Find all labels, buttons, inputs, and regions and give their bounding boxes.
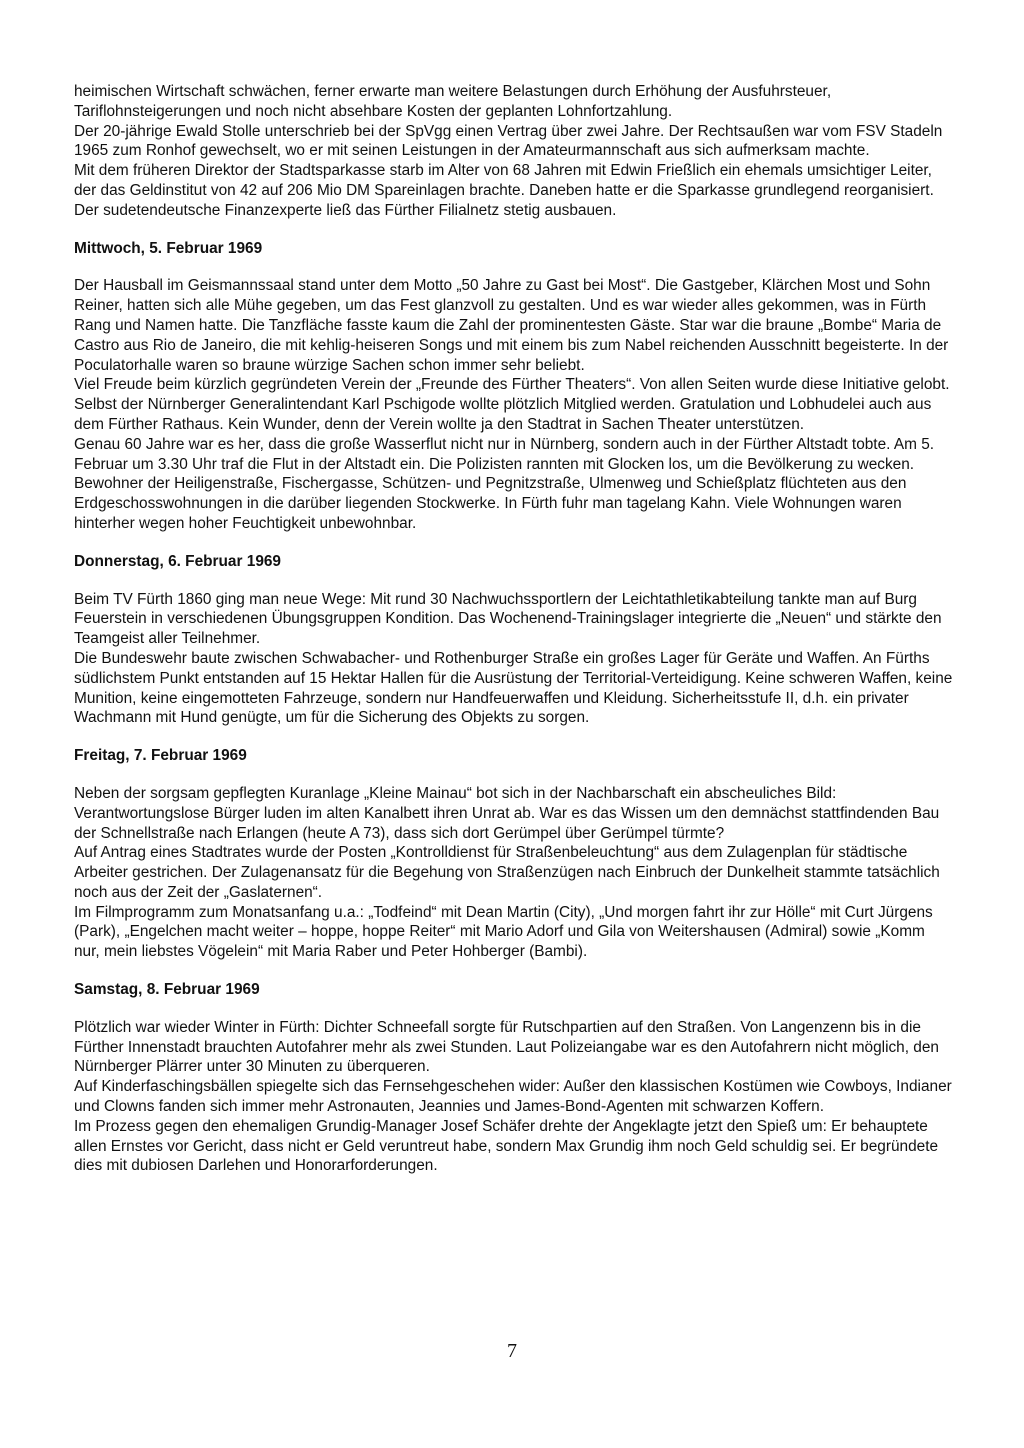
intro-block <box>74 82 954 221</box>
date-heading: Freitag, 7. Februar 1969 <box>74 747 247 765</box>
day-section-thursday <box>74 552 954 728</box>
paragraph: Viel Freude beim kürzlich gegründeten Verein der „Freunde des Fürther Theaters“. Von allen Seiten wurde diese Initiative gelobt. Selbst der Nürnberger Generalintendant Karl Pschigode wollte plötzlich Mitglied werden. Gratulation und Lobhudelei auch aus dem Fürther Rathaus. Kein Wunder, denn der Verein wollte ja den Stadtrat in Sachen Theater unterstützen. <box>74 376 950 433</box>
date-heading: Samstag, 8. Februar 1969 <box>74 981 260 999</box>
paragraph: Beim TV Fürth 1860 ging man neue Wege: Mit rund 30 Nachwuchssportlern der Leichtathletikabteilung tankte man auf Burg Feuerstein in verschiedenen Übungsgruppen Kondition. Das Wochenend-Trainingslager integrierte die „Neuen“ und stärkte den Teamgeist aller Teilnehmer. <box>74 590 942 648</box>
day-section-wednesday <box>74 239 954 534</box>
paragraph: Im Filmprogramm zum Monatsanfang u.a.: „Todfeind“ mit Dean Martin (City), „Und morgen fahrt ihr zur Hölle“ mit Curt Jürgens (Park), „Engelchen macht weiter – hoppe, hoppe Reiter“ mit Mario Adorf und Gila von Weitershausen (Admiral) sowie „Komm nur, mein liebstes Vögelein“ mit Maria Raber und Peter Hohberger (Bambi). <box>74 903 933 961</box>
date-heading: Mittwoch, 5. Februar 1969 <box>74 239 263 257</box>
paragraph: Im Prozess gegen den ehemaligen Grundig-Manager Josef Schäfer drehte der Angeklagte jetzt den Spieß um: Er behauptete allen Ernstes vor Gericht, dass nicht er Geld veruntreut habe, sondern Max Grundig ihm noch Geld schuldig sei. Er begründete dies mit dubiosen Darlehen und Honorarforderungen. <box>74 1117 939 1175</box>
paragraph: Auf Kinderfaschingsbällen spiegelte sich das Fernsehgeschehen wider: Außer den klassischen Kostümen wie Cowboys, Indianer und Clowns fanden sich immer mehr Astronauten, Jeannies und James-Bond-Agenten mit schwarzen Koffern. <box>74 1078 952 1116</box>
paragraph: Neben der sorgsam gepflegten Kuranlage „Kleine Mainau“ bot sich in der Nachbarschaft ein abscheuliches Bild: Verantwortungslose Bürger luden im alten Kanalbett ihren Unrat ab. War es das Wissen um den demnächst stattfindenden Bau der Schnellstraße nach Erlangen (heute A 73), dass sich dort Gerümpel über Gerümpel türmte? <box>74 784 940 842</box>
paragraph: Genau 60 Jahre war es her, dass die große Wasserflut nicht nur in Nürnberg, sondern auch in der Fürther Altstadt tobte. Am 5. Februar um 3.30 Uhr traf die Flut in der Altstadt ein. Die Polizisten rannten mit Glocken los, um die Bevölkerung zu wecken. Bewohner der Heiligenstraße, Fischergasse, Schützen- und Pegnitzstraße, Ulmenweg und Schießplatz flüchteten aus den Erdgeschosswohnungen in die darüber liegenden Stockwerke. In Fürth fuhr man tagelang Kahn. Viele Wohnungen waren hinterher wegen hoher Feuchtigkeit unbewohnbar. <box>74 435 935 532</box>
document-body <box>74 82 954 1176</box>
paragraph: Der 20-jährige Ewald Stolle unterschrieb bei der SpVgg einen Vertrag über zwei Jahre. Der Rechtsaußen war vom FSV Stadeln 1965 zum Ronhof gewechselt, wo er mit seinen Leistungen in der Amateurmannschaft aus sich aufmerksam machte. <box>74 122 943 160</box>
day-section-saturday <box>74 980 954 1176</box>
paragraph: Mit dem früheren Direktor der Stadtsparkasse starb im Alter von 68 Jahren mit Edwin Frießlich ein ehemals umsichtiger Leiter, der das Geldinstitut von 42 auf 206 Mio DM Spareinlagen brachte. Daneben hatte er die Sparkasse grundlegend reorganisiert. Der sudetendeutsche Finanzexperte ließ das Fürther Filialnetz stetig ausbauen. <box>74 162 934 219</box>
paragraph: Der Hausball im Geismannssaal stand unter dem Motto „50 Jahre zu Gast bei Most“. Die Gastgeber, Klärchen Most und Sohn Reiner, hatten sich alle Mühe gegeben, um das Fest glanzvoll zu gestalten. Und es war wieder alles gekommen, was in Fürth Rang und Namen hatte. Die Tanzfläche fasste kaum die Zahl der prominentesten Gäste. Star war die braune „Bombe“ Maria de Castro aus Rio de Janeiro, die mit kehlig-heiseren Songs und mit einem bis zum Nabel reichenden Ausschnitt begeisterte. In der Poculatorhalle waren so braune würzige Sachen schon immer sehr beliebt. <box>74 277 949 374</box>
page-number: 7 <box>507 1340 517 1362</box>
paragraph: heimischen Wirtschaft schwächen, ferner erwarte man weitere Belastungen durch Erhöhung der Ausfuhrsteuer, Tariflohnsteigerungen und noch nicht absehbare Kosten der geplanten Lohnfortzahlung. <box>74 83 832 120</box>
paragraph: Die Bundeswehr baute zwischen Schwabacher- und Rothenburger Straße ein großes Lager für Geräte und Waffen. An Fürths südlichstem Punkt entstanden auf 15 Hektar Hallen für die Ausrüstung der Territorial-Verteidigung. Keine schweren Waffen, keine Munition, keine eingemotteten Fahrzeuge, sondern nur Handfeuerwaffen und Kleidung. Sicherheitsstufe II, d.h. ein privater Wachmann mit Hund genügte, um für die Sicherung des Objekts zu sorgen. <box>74 649 953 727</box>
day-section-friday <box>74 746 954 962</box>
date-heading: Donnerstag, 6. Februar 1969 <box>74 552 281 570</box>
paragraph: Plötzlich war wieder Winter in Fürth: Dichter Schneefall sorgte für Rutschpartien auf den Straßen. Von Langenzenn bis in die Fürther Innenstadt brauchten Autofahrer mehr als zwei Stunden. Laut Polizeiangabe war es den Autofahrern nicht möglich, den Nürnberger Plärrer unter 30 Minuten zu überqueren. <box>74 1018 939 1076</box>
paragraph: Auf Antrag eines Stadtrates wurde der Posten „Kontrolldienst für Straßenbeleuchtung“ aus dem Zulagenplan für städtische Arbeiter gestrichen. Der Zulagenansatz für die Begehung von Straßenzügen nach Einbruch der Dunkelheit stammte tatsächlich noch aus der Zeit der „Gaslaternen“. <box>74 844 940 901</box>
